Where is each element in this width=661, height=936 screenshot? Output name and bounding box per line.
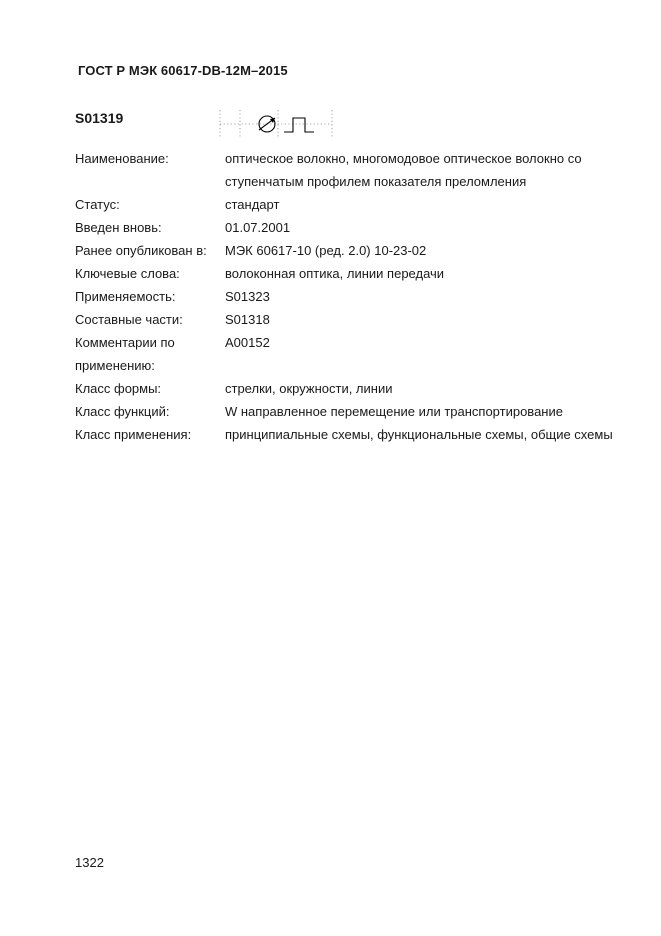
field-value: оптическое волокно, многомодовое оптическое волокно со ступенчатым профилем показателя преломления <box>225 151 582 189</box>
symbol-code: S01319 <box>75 110 124 126</box>
field-value: A00152 <box>225 335 270 350</box>
field-label: Класс формы: <box>75 381 162 396</box>
field-value: принципиальные схемы, функциональные схемы, общие схемы <box>225 427 613 442</box>
field-row-name <box>75 147 615 193</box>
field-label: Введен вновь: <box>75 220 162 235</box>
field-label: Комментарии по применению: <box>75 335 175 373</box>
field-label: Составные части: <box>75 312 183 327</box>
field-label: Класс функций: <box>75 404 170 419</box>
field-row-keywords <box>75 262 615 285</box>
field-row-application-class <box>75 423 615 446</box>
field-label: Наименование: <box>75 151 169 166</box>
field-label: Ключевые слова: <box>75 266 180 281</box>
field-row-comments <box>75 331 615 377</box>
field-row-applicability <box>75 285 615 308</box>
field-row-components <box>75 308 615 331</box>
page-number: 1322 <box>75 855 104 870</box>
field-value: W направленное перемещение или транспортирование <box>225 404 563 419</box>
field-label: Класс применения: <box>75 427 192 442</box>
field-value: МЭК 60617-10 (ред. 2.0) 10-23-02 <box>225 243 427 258</box>
field-label: Ранее опубликован в: <box>75 243 207 258</box>
field-value: стрелки, окружности, линии <box>225 381 393 396</box>
field-row-status <box>75 193 615 216</box>
field-label: Применяемость: <box>75 289 176 304</box>
optical-fiber-step-index-symbol-icon <box>218 108 334 140</box>
field-label: Статус: <box>75 197 120 212</box>
symbol-fields <box>75 147 615 446</box>
field-value: 01.07.2001 <box>225 220 291 235</box>
field-value: S01323 <box>225 289 270 304</box>
document-header: ГОСТ Р МЭК 60617-DB-12M–2015 <box>78 63 288 78</box>
field-row-introduced <box>75 216 615 239</box>
field-value: волоконная оптика, линии передачи <box>225 266 445 281</box>
field-row-function-class <box>75 400 615 423</box>
field-row-shape-class <box>75 377 615 400</box>
field-value: стандарт <box>225 197 280 212</box>
field-value: S01318 <box>225 312 270 327</box>
field-row-previously-published <box>75 239 615 262</box>
